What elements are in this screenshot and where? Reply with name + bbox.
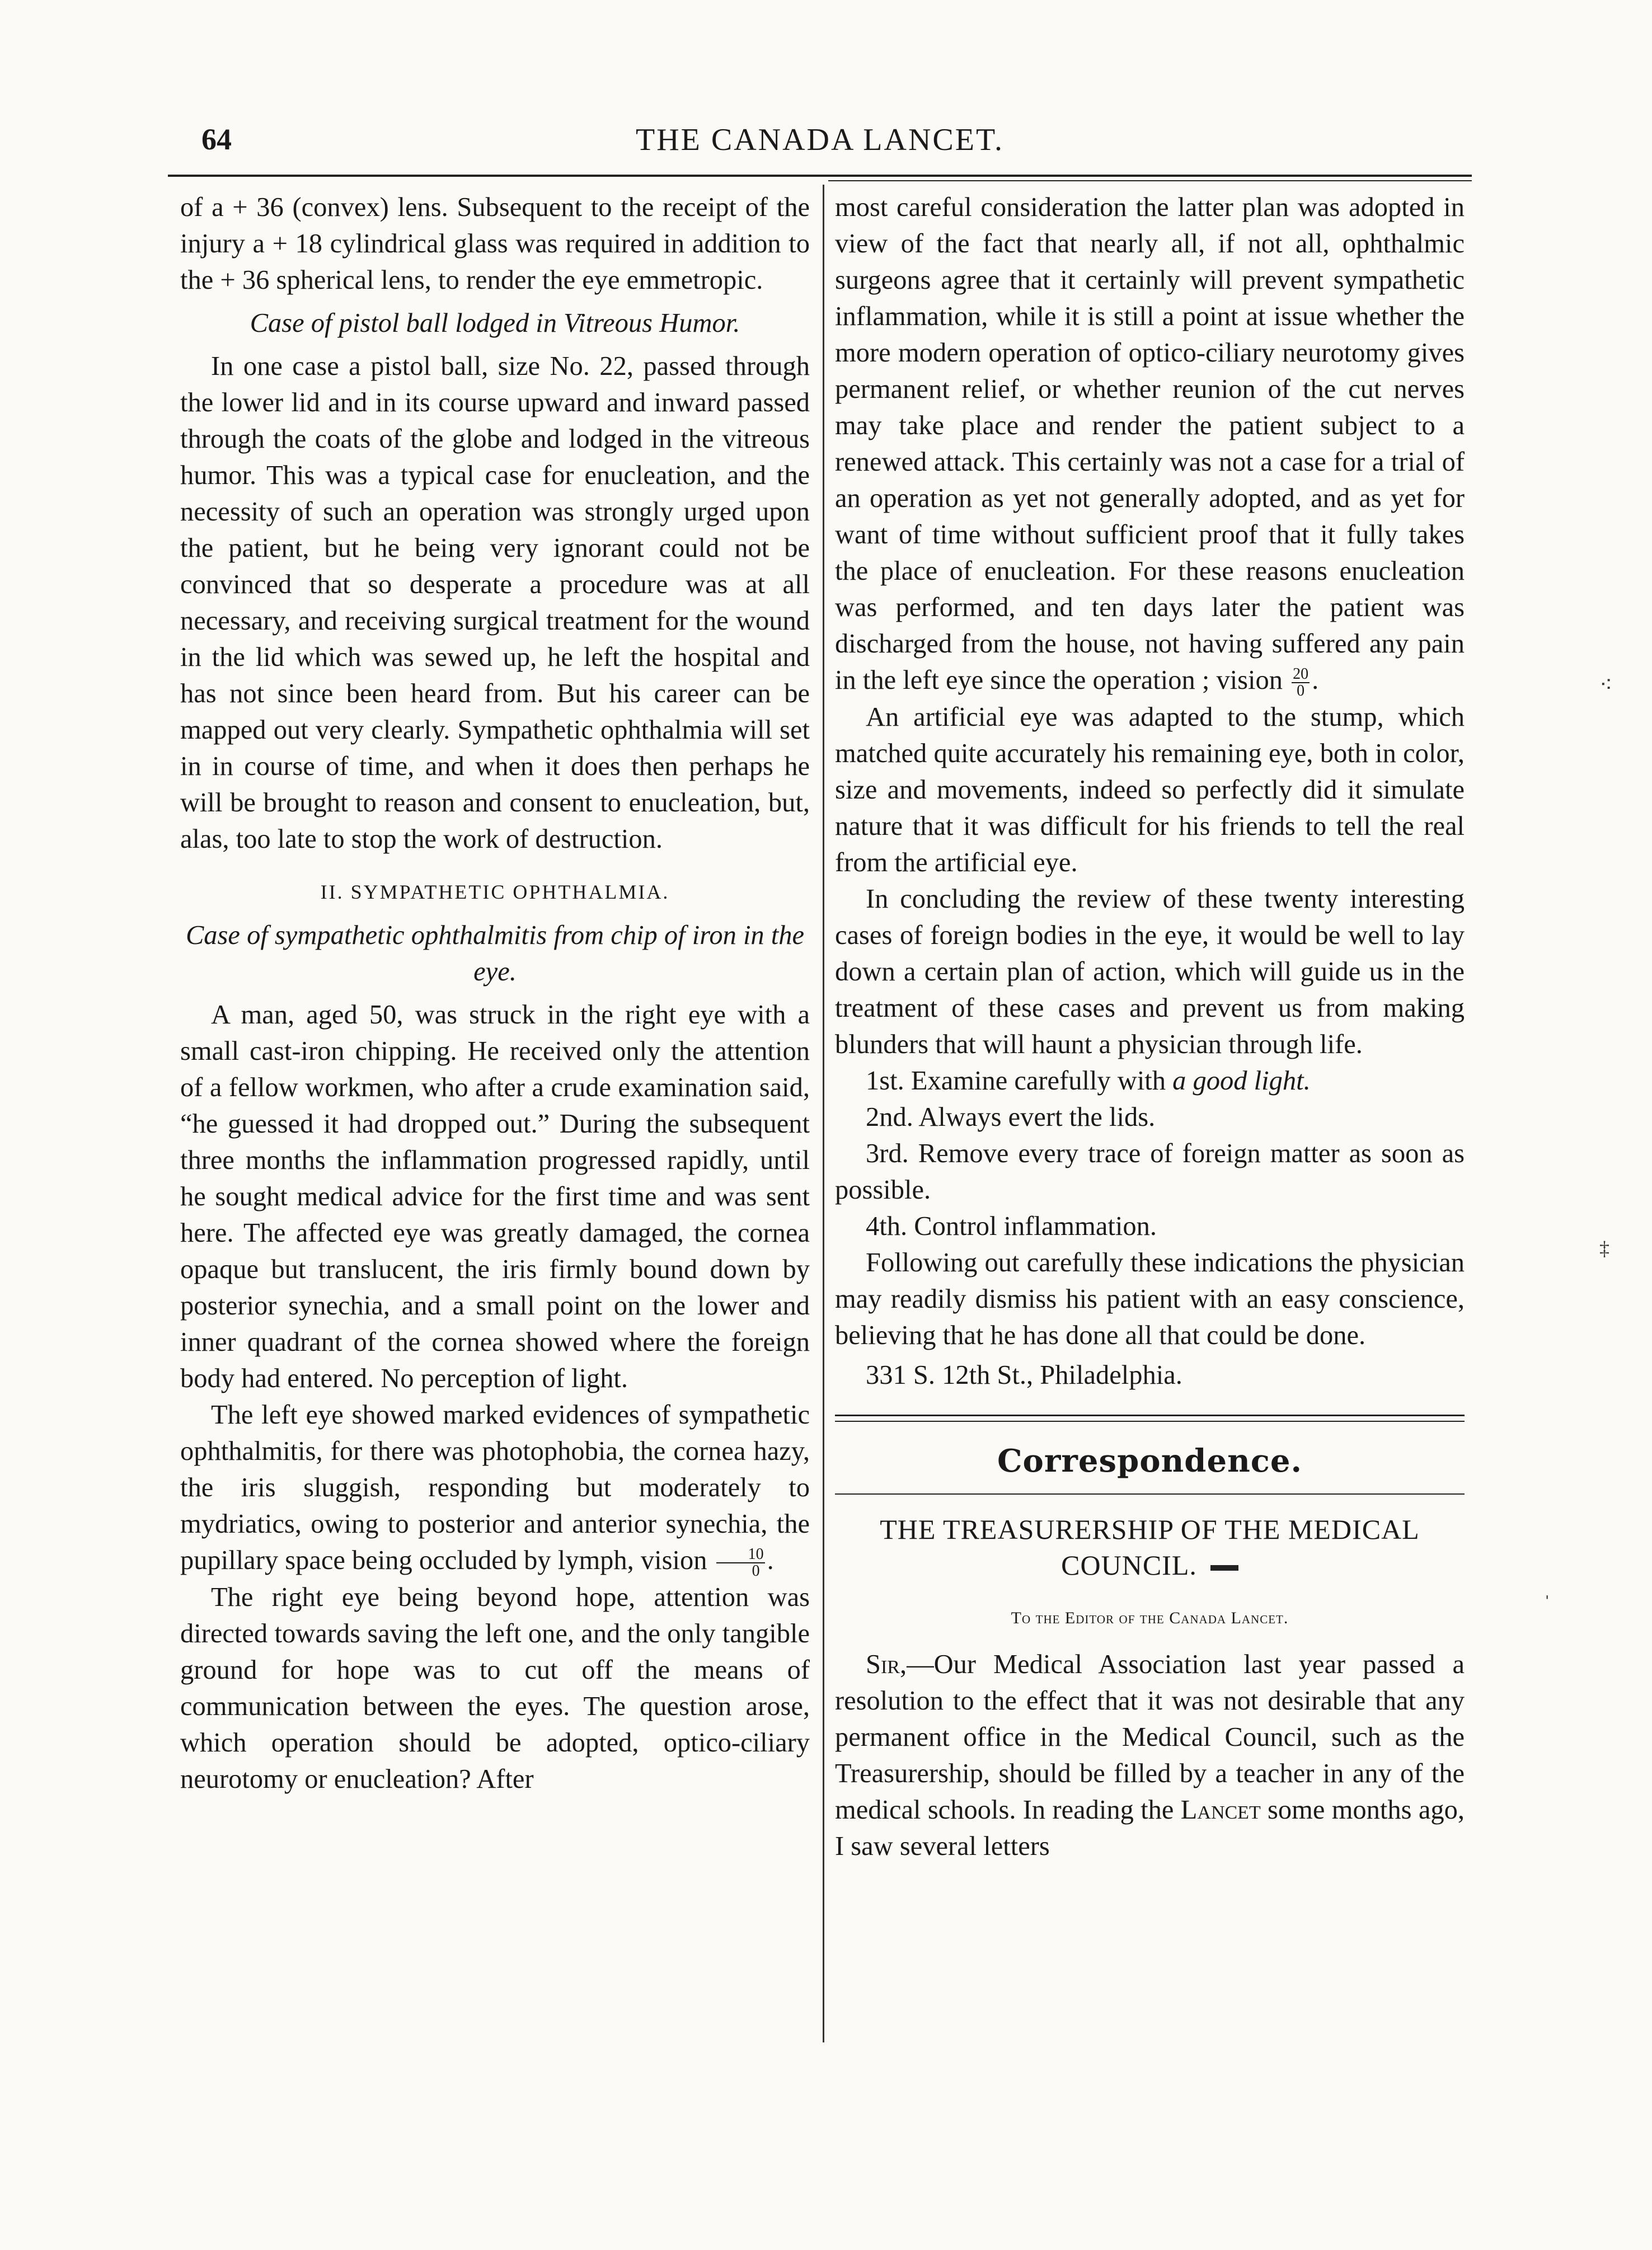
- case-heading: Case of sympathetic ophthalmitis from chip of iron in the eye.: [185, 920, 805, 987]
- column-divider: [823, 185, 824, 2042]
- section-rule: [835, 1421, 1465, 1422]
- vision-fraction: $\frac{10}{0}$: [716, 1547, 765, 1579]
- journal-name: Lancet: [1180, 1795, 1261, 1825]
- paragraph: An artificial eye was adapted to the stump, which matched quite accurately his remaining eye, both in color, size and movements, indeed so perfectly did it simulate nature that it was difficult for his friends to tell the real from the artificial eye.: [835, 702, 1465, 877]
- margin-mark: ‡: [1599, 1237, 1609, 1260]
- rule-item: 3rd. Remove every trace of foreign matter as soon as possible.: [835, 1138, 1465, 1205]
- case-heading: Case of pistol ball lodged in Vitreous Humor.: [250, 308, 740, 338]
- right-column: [835, 189, 1465, 1864]
- paragraph: In concluding the review of these twenty interesting cases of foreign bodies in the eye, it would be well to lay down a certain plan of action, which will guide us in the treatment of these cases and prevent us from making blunders that will haunt a physician through life.: [835, 884, 1465, 1059]
- article-title: THE TREASURERSHIP OF THE MEDICAL COUNCIL.: [880, 1513, 1420, 1581]
- section-rule: [835, 1493, 1465, 1495]
- to-editor-line: To the Editor of the Canada Lancet.: [1011, 1608, 1289, 1627]
- salutation: Sir,: [866, 1649, 907, 1679]
- ornament-dash: [1210, 1565, 1238, 1571]
- paragraph: The left eye showed marked evidences of sympathetic ophthalmitis, for there was photophobia, the cornea hazy, the iris sluggish, responding but moderately to mydriatics, owing to posterior and anterior synechia, the pupillary space being occluded by lymph, vision $\frac{10}{0}$ .: [180, 1400, 810, 1580]
- page-header: [168, 122, 1472, 167]
- left-column: [180, 189, 810, 1797]
- author-address: 331 S. 12th St., Philadelphia.: [866, 1360, 1182, 1390]
- paragraph: most careful consideration the latter plan was adopted in view of the fact that nearly all, if not all, ophthalmic surgeons agree that it certainly will prevent sympathetic inflammation, while it is still a point at issue whether the more modern operation of optico-ciliary neurotomy gives permanent relief, or whether reunion of the cut nerves may take place and render the patient subject to a renewed attack. This certainly was not a case for a trial of an operation as yet not generally adopted, and as yet for want of time without sufficient proof that it fully takes the place of enucleation. For these reasons enucleation was performed, and ten days later the patient was discharged from the house, not having suffered any pain in the left eye since the operation ; vision $\frac{20}{0}$ .: [835, 192, 1465, 699]
- section-heading: II. SYMPATHETIC OPHTHALMIA.: [320, 881, 670, 903]
- paragraph-text: most careful consideration the latter plan was adopted in view of the fact that nearly all, if not all, ophthalmic surgeons agree that it certainly will prevent sympathetic inflammation, while it is still a point at issue whether the more modern operation of optico-ciliary neurotomy gives permanent relief, or whether reunion of the cut nerves may take place and render the patient subject to a renewed attack. This certainly was not a case for a trial of an operation as yet not generally adopted, and as yet for want of time without sufficient proof that it fully takes the place of enucleation. For these reasons enucleation was performed, and ten days later the patient was discharged from the house, not having suffered any pain in the left eye since the operation ; vision: [835, 192, 1465, 695]
- rule-item: 4th. Control inflammation.: [866, 1211, 1157, 1241]
- page-number: 64: [201, 123, 232, 156]
- section-rule: [835, 1415, 1465, 1416]
- paragraph: In one case a pistol ball, size No. 22, passed through the lower lid and in its course upward and inward passed through the coats of the globe and lodged in the vitreous humor. This was a typical case for enucleation, and the necessity of such an operation was strongly urged upon the patient, but he being very ignorant could not be convinced that so desperate a procedure was at all necessary, and receiving surgical treatment for the wound in the lid which was sewed up, he left the hospital and has not since been heard from. But his career can be mapped out very clearly. Sympathetic ophthalmia will set in in course of time, and when it does then perhaps he will be brought to reason and consent to enucleation, but, alas, too late to stop the work of destruction.: [180, 351, 810, 854]
- rule-item: 1st. Examine carefully with a good light.: [866, 1065, 1311, 1096]
- margin-mark: ˈ: [1543, 1591, 1551, 1616]
- correspondence-heading: Correspondence.: [997, 1442, 1303, 1479]
- paragraph: A man, aged 50, was struck in the right eye with a small cast-iron chipping. He received only the attention of a fellow workmen, who after a crude examination said, “he guessed it had dropped out.” During the subsequent three months the inflammation progressed rapidly, until he sought medical advice for the first time and was sent here. The affected eye was greatly damaged, the cornea opaque but translucent, the iris firmly bound down by posterior synechia, and a small point on the lower and inner quadrant of the cornea showed where the foreign body had entered. No perception of light.: [180, 1000, 810, 1393]
- paragraph: The right eye being beyond hope, attention was directed towards saving the left one, and the only tangible ground for hope was to cut off the means of communication between the eyes. The question arose, which operation should be adopted, optico-ciliary neurotomy or enucleation? After: [180, 1582, 810, 1794]
- margin-mark: ⁖: [1599, 672, 1613, 697]
- emphasis: a good light.: [1172, 1065, 1311, 1096]
- paragraph-text: The left eye showed marked evidences of sympathetic ophthalmitis, for there was photophobia, the cornea hazy, the iris sluggish, responding but moderately to mydriatics, owing to posterior and anterior synechia, the pupillary space being occluded by lymph, vision: [180, 1400, 810, 1575]
- header-rule: [168, 175, 1472, 177]
- header-rule-secondary: [828, 180, 1472, 181]
- rule-item: 2nd. Always evert the lids.: [866, 1102, 1156, 1132]
- paragraph: of a + 36 (convex) lens. Subsequent to the receipt of the injury a + 18 cylindrical glass was required in addition to the + 36 spherical lens, to render the eye emmetropic.: [180, 192, 810, 295]
- running-title: THE CANADA LANCET.: [635, 123, 1005, 157]
- paragraph: Following out carefully these indications the physician may readily dismiss his patient with an easy conscience, believing that he has done all that could be done.: [835, 1247, 1465, 1350]
- letter-paragraph: Sir,—Our Medical Association last year passed a resolution to the effect that it was not desirable that any permanent office in the Medical Council, such as the Treasurership, should be filled by a teacher in any of the medical schools. In reading the Lancet some months ago, I saw several letters: [835, 1649, 1465, 1861]
- vision-fraction: $\frac{20}{0}$: [1293, 665, 1309, 699]
